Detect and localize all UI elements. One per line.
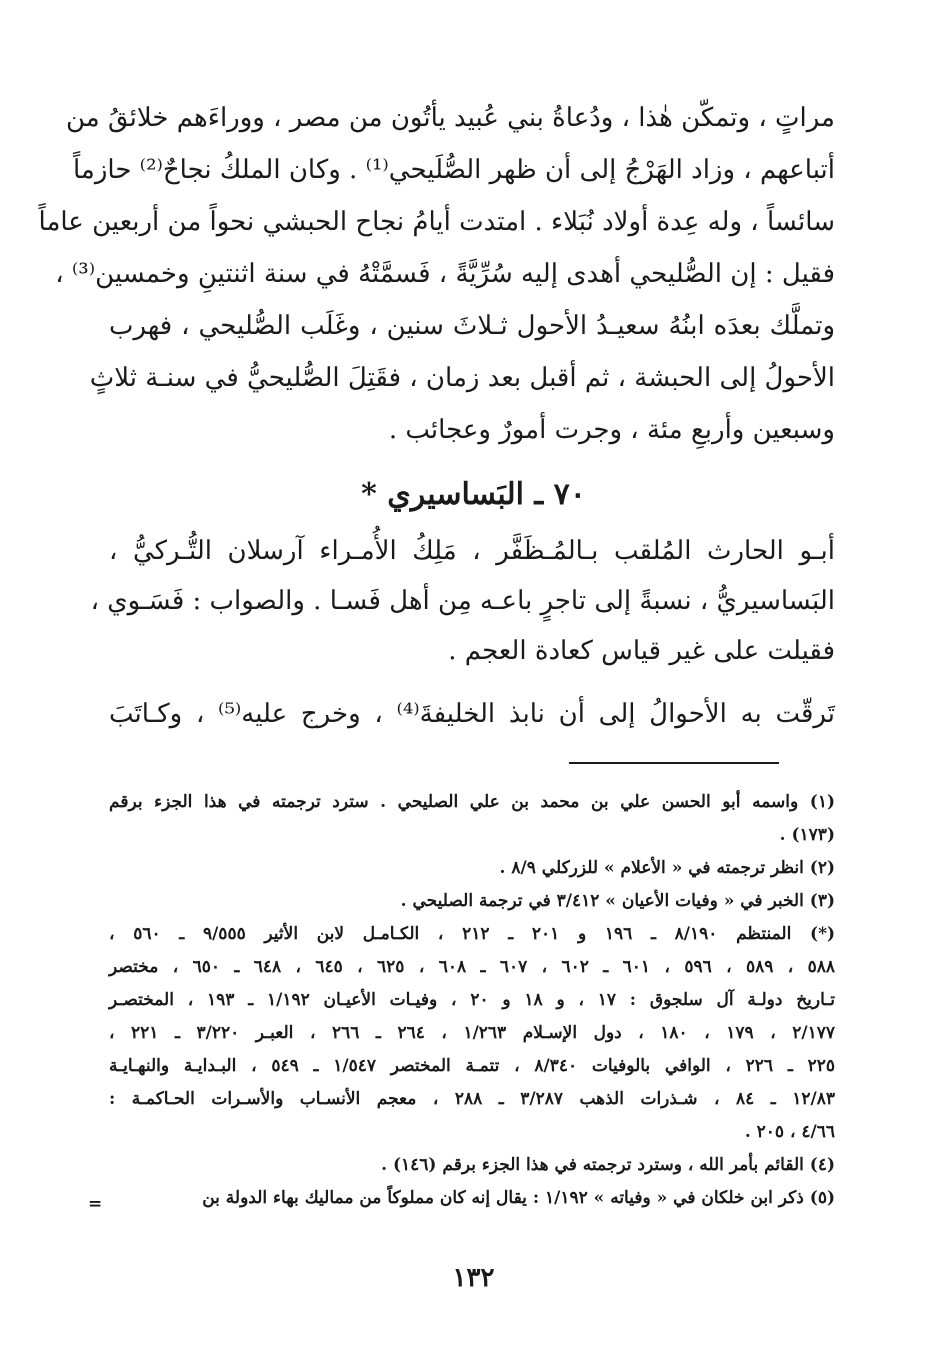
text-line: الأحولُ إلى الحبشة ، ثم أقبل بعد زمان ، فقَتِلَ الصُّليحيُّ في سنـة ثلاثٍ xyxy=(89,363,835,393)
footnote-line: (٤) القائم بأمر الله ، وسترد ترجمته في هذا الجزء برقم (١٤٦) . xyxy=(381,1155,835,1175)
footnote-line: ٢/١٧٧ ، ١٧٩ ، ١٨٠ ، دول الإسـلام ١/٢٦٣ ، ٢٦٤ ـ ٢٦٦ ، العبـر ٣/٢٢٠ ـ ٢٢١ ، xyxy=(109,1023,835,1043)
footnote-line: (٢) انظر ترجمته في « الأعلام » للزركلي ٨/٩ . xyxy=(499,858,835,878)
text-line: وتملَّك بعدَه ابنُهُ سعيـدُ الأحول ثـلاثَ سنين ، وغَلَب الصُّليحي ، فهرب xyxy=(109,311,835,341)
text-line: مراتٍ ، وتمكّن هٰذا ، ودُعاةُ بني عُبيد يأتُون من مصر ، ووراءَهم خلائقُ من xyxy=(65,103,835,133)
entry-heading: ٧٠ ـ البَساسيري * xyxy=(361,477,586,512)
footnote-line: (١) واسمه أبو الحسن علي بن محمد بن علي الصليحي . سترد ترجمته في هذا الجزء برقم xyxy=(109,792,835,812)
footnote-line: ١٢/٨٣ ـ ٨٤ ، شـذرات الذهب ٣/٢٨٧ ـ ٢٨٨ ، معجم الأنسـاب والأسـرات الحـاكمـة : xyxy=(109,1089,835,1109)
footnote-line: ٢٢٥ ـ ٢٢٦ ، الوافي بالوفيات ٨/٣٤٠ ، تتمـة المختصر ١/٥٤٧ ـ ٥٤٩ ، البـدايـة والنهـايـة xyxy=(109,1056,836,1076)
footnote-line: (١٧٣) . xyxy=(779,825,835,845)
text-line: أتباعهم ، وزاد الهَرْجُ إلى أن ظهر الصُّلَيحي⁽¹⁾ . وكان الملكُ نجاحٌ⁽²⁾ حازماً xyxy=(73,155,835,185)
text-line: أبـو الحارث المُلقب بـالمُـظَفَّر ، مَلِكُ الأُمـراء آرسلان التُّـركيُّ ، xyxy=(109,536,835,566)
continuation-mark: = xyxy=(88,1194,103,1214)
footnote-line: (٥) ذكر ابن خلكان في « وفياته » ١/١٩٢ : يقال إنه كان مملوكاً من مماليك بهاء الدولة بن xyxy=(202,1188,835,1208)
text-line: وسبعين وأربعِ مئة ، وجرت أمورٌ وعجائب . xyxy=(388,415,835,445)
footnotes xyxy=(109,786,835,1215)
page-number: ١٣٢ xyxy=(452,1263,495,1293)
text-line: فقيلت على غير قياس كعادة العجم . xyxy=(448,636,835,666)
paragraph-3 xyxy=(109,688,835,740)
footnote-line: تـاريخ دولـة آل سلجوق : ١٧ ، و ١٨ و ٢٠ ، وفيـات الأعيـان ١/١٩٢ ـ ١٩٣ ، المختصـر xyxy=(109,990,835,1010)
text-line: البَساسيريُّ ، نسبةً إلى تاجرٍ باعـه مِن أهل فَسـا . والصواب : فَسَـوي ، xyxy=(90,586,835,616)
footnote-line: ٥٨٨ ، ٥٨٩ ، ٥٩٦ ، ٦٠١ ـ ٦٠٢ ، ٦٠٧ ـ ٦٠٨ ، ٦٢٥ ، ٦٤٥ ، ٦٤٨ ـ ٦٥٠ ، مختصر xyxy=(109,957,836,977)
paragraph-2 xyxy=(90,526,835,676)
footnote-line: (٣) الخبر في « وفيات الأعيان » ٣/٤١٢ في ترجمة الصليحي . xyxy=(400,891,835,911)
footnote-line: ٤/٦٦ ، ٢٠٥ . xyxy=(744,1122,835,1142)
text-line: تَرقّت به الأحوالُ إلى أن نابذ الخليفةَ⁽⁴⁾ ، وخرج عليه⁽⁵⁾ ، وكـاتَبَ xyxy=(109,699,835,729)
paragraph-1 xyxy=(38,92,835,456)
footnote-line: (*) المنتظم ٨/١٩٠ ـ ١٩٦ و ٢٠١ ـ ٢١٢ ، الكـامـل لابن الأثير ٩/٥٥٥ ـ ٥٦٠ ، xyxy=(109,924,835,944)
footnote-divider xyxy=(569,762,779,764)
text-line: فقيل : إن الصُّليحي أهدى إليه سُرِّيَّةً ، فَسمَّتْهُ في سنة اثنتينِ وخمسين⁽³⁾ ، xyxy=(55,259,835,289)
text-line: سائساً ، وله عِدة أولاد نُبَلاء . امتدت أيامُ نجاح الحبشي نحواً من أربعين عاماً xyxy=(38,207,835,237)
